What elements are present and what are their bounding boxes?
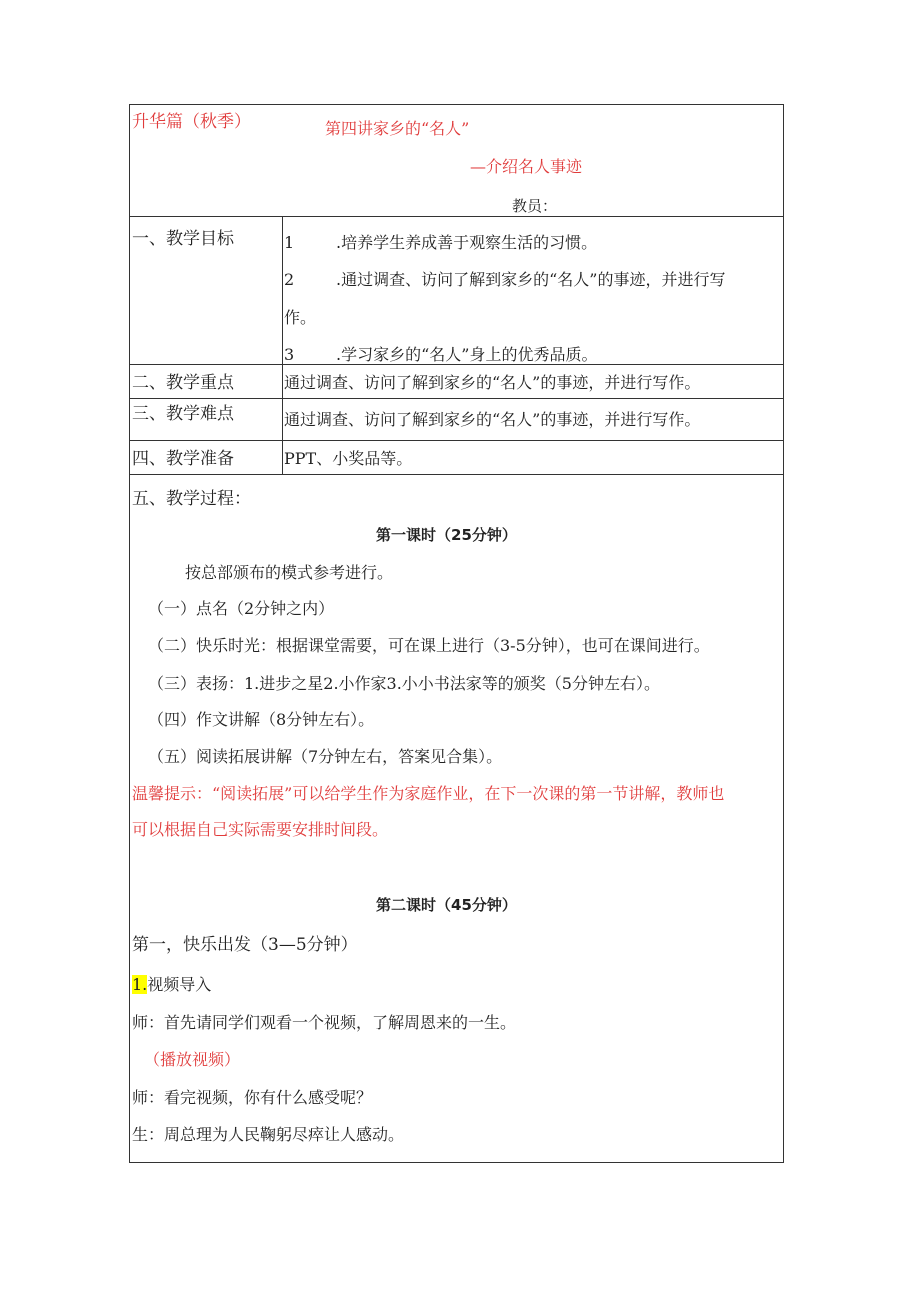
preparation-label: 四、教学准备 <box>132 449 234 469</box>
preparation-text: PPT、小奖品等。 <box>284 449 413 468</box>
process-label: 五、教学过程： <box>132 489 251 509</box>
lesson-2-title: 第二课时（45分钟） <box>376 896 517 914</box>
lesson-1-step: （五）阅读拓展讲解（7分钟左右，答案见合集）。 <box>148 747 503 766</box>
lesson-subtitle: —介绍名人事迹 <box>470 157 583 176</box>
objective-1-number: 1 <box>284 233 295 252</box>
lesson-1-title: 第一课时（25分钟） <box>376 526 517 544</box>
stage-direction: （播放视频） <box>144 1050 241 1069</box>
highlighted-number: 1. <box>132 975 148 994</box>
lesson-1-intro: 按总部颁布的模式参考进行。 <box>185 563 394 582</box>
lesson-1-step: （二）快乐时光：根据课堂需要，可在课上进行（3-5分钟），也可在课间进行。 <box>148 636 710 655</box>
lesson-1-step: （四）作文讲解（8分钟左右）。 <box>148 710 375 729</box>
objective-2-number: 2 <box>284 270 295 289</box>
lesson-1-step: （一）点名（2分钟之内） <box>148 599 335 618</box>
tip-line-2: 可以根据自己实际需要安排时间段。 <box>132 820 389 839</box>
lesson-2-item <box>132 975 211 995</box>
row-divider <box>130 440 783 441</box>
objective-2-text: .通过调查、访问了解到家乡的“名人”的事迹，并进行写 <box>336 270 726 289</box>
objective-2-continuation: 作。 <box>284 308 317 327</box>
lesson-1-step: （三）表扬：1.进步之星2.小作家3.小小书法家等的颁奖（5分钟左右）。 <box>148 674 660 693</box>
lesson-2-part-1: 第一，快乐出发（3—5分钟） <box>132 935 358 955</box>
dialogue-line: 师：看完视频，你有什么感受呢？ <box>132 1088 373 1107</box>
objectives-label: 一、教学目标 <box>132 229 234 249</box>
objective-3-number: 3 <box>284 345 295 364</box>
series-label: 升华篇（秋季） <box>132 112 251 132</box>
objective-1-text: .培养学生养成善于观察生活的习惯。 <box>336 233 598 252</box>
dialogue-line: 生：周总理为人民鞠躬尽瘁让人感动。 <box>132 1125 405 1144</box>
lesson-title: 第四讲家乡的“名人” <box>325 119 470 138</box>
row-divider <box>130 216 783 217</box>
row-divider <box>130 398 783 399</box>
lesson-plan-table <box>129 104 784 1163</box>
key-points-text: 通过调查、访问了解到家乡的“名人”的事迹，并进行写作。 <box>284 373 701 392</box>
objective-3-text: .学习家乡的“名人”身上的优秀品质。 <box>336 345 598 364</box>
key-points-label: 二、教学重点 <box>132 373 234 393</box>
difficulties-label: 三、教学难点 <box>132 404 234 424</box>
difficulties-text: 通过调查、访问了解到家乡的“名人”的事迹，并进行写作。 <box>284 410 701 429</box>
teacher-label: 教员： <box>512 197 558 215</box>
dialogue-line: 师：首先请同学们观看一个视频，了解周恩来的一生。 <box>132 1013 517 1032</box>
tip-line-1: 温馨提示：“阅读拓展”可以给学生作为家庭作业，在下一次课的第一节讲解，教师也 <box>132 784 725 803</box>
lesson-2-item-text: 视频导入 <box>147 975 212 994</box>
column-divider <box>282 216 283 474</box>
row-divider <box>130 474 783 475</box>
